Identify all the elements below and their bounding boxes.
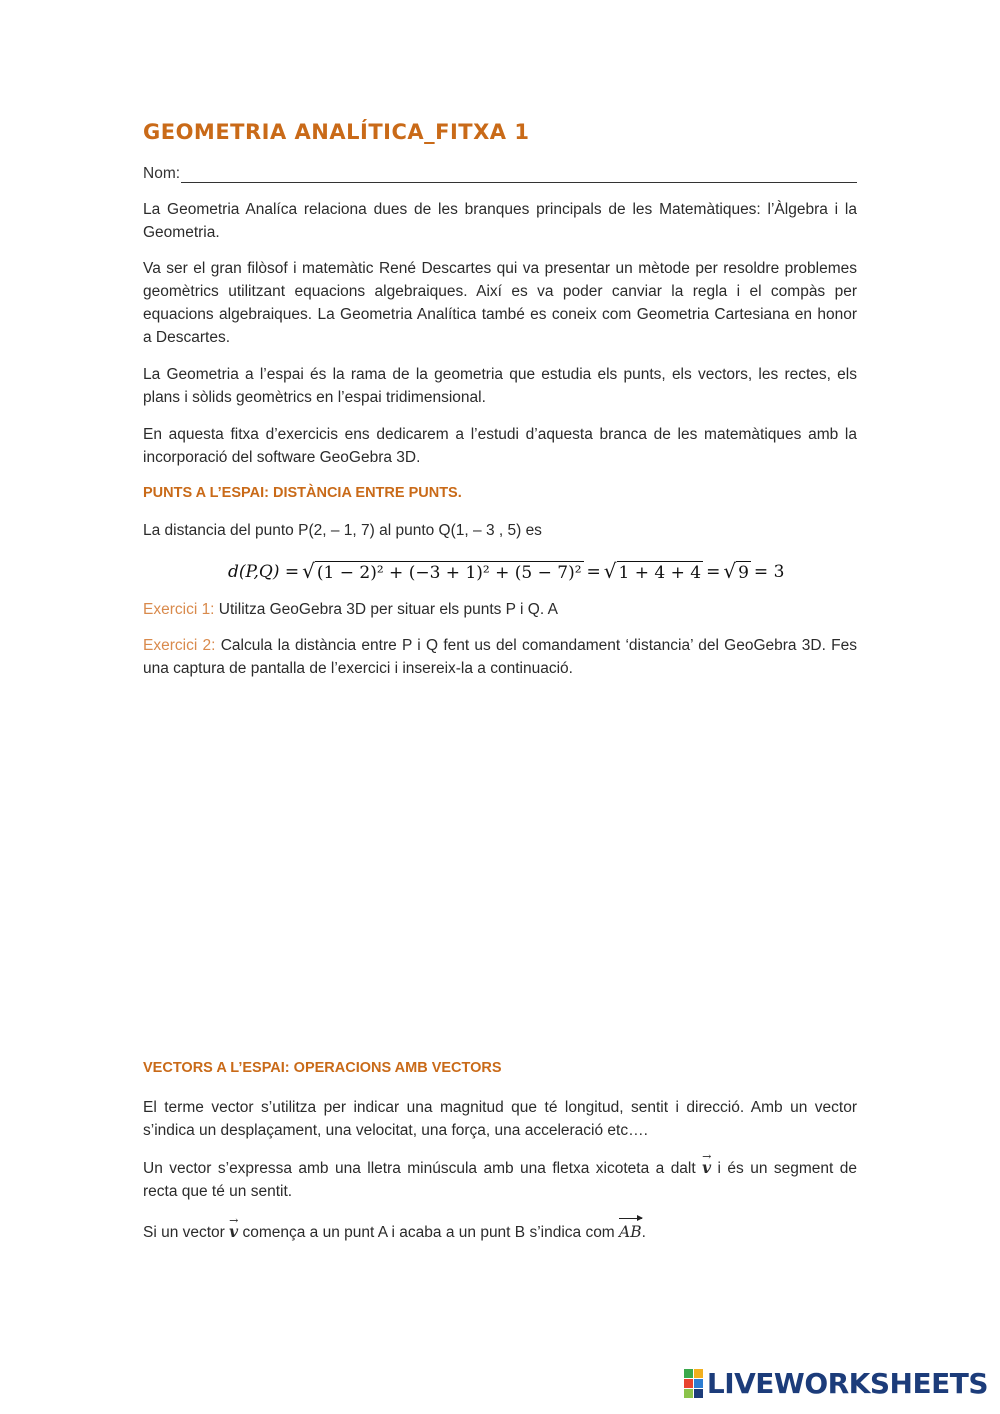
sqrt-1: √ (1 − 2)² + (−3 + 1)² + (5 − 7)² [302, 559, 582, 583]
logo-block [684, 1379, 693, 1388]
liveworksheets-logo-mark [684, 1369, 703, 1398]
vectors-paragraph-3: Si un vector → v comença a un punt A i acaba a un punt B s’indica com AB. [143, 1220, 857, 1244]
liveworksheets-logo [684, 1367, 988, 1400]
intro-paragraph-4: En aquesta fitxa d’exercicis ens dedicarem a l’estudi d’aquesta branca de les matemàtiques amb la incorporació del software GeoGebra 3D. [143, 426, 857, 466]
sqrt-3: √ 9 [723, 559, 749, 583]
worksheet-title: GEOMETRIA ANALÍTICA_FITXA 1 [143, 120, 530, 144]
logo-block [684, 1389, 693, 1398]
name-input-line[interactable] [181, 166, 857, 183]
distance-formula [228, 557, 784, 587]
exercise-2 [143, 634, 857, 680]
vector-ab-symbol: AB [619, 1221, 642, 1244]
distance-example: La distancia del punto P(2, – 1, 7) al punto Q(1, – 3 , 5) es [143, 522, 542, 539]
intro-paragraph-2: Va ser el gran filòsof i matemàtic René Descartes qui va presentar un mètode per resoldre problemes geomètrics utilitzant equacions algebraiques. Així es va poder canviar la regla i el compàs per equacions algebraiques. La Geometria Analítica també es coneix com Geometria Cartesiana en honor a Descartes. [143, 260, 857, 346]
logo-block [694, 1389, 703, 1398]
logo-block [694, 1379, 703, 1388]
intro-paragraph-1: La Geometria Analíca relaciona dues de les branques principals de les Matemàtiques: l’Àlgebra i la Geometria. [143, 201, 857, 241]
formula-eq-3: = [706, 562, 721, 582]
exercise-1-label: Exercici 1: [143, 601, 215, 618]
name-field [143, 161, 857, 183]
vector-v-symbol: → v [702, 1156, 711, 1179]
exercise-2-label: Exercici 2: [143, 637, 216, 654]
name-label: Nom: [143, 165, 181, 182]
formula-result: = 3 [753, 562, 785, 582]
exercise-1 [143, 598, 857, 621]
exercise-2-text: Calcula la distància entre P i Q fent us del comandament ‘distancia’ del GeoGebra 3D. Fes una captura de pantalla de l’exercici i insereix-la a continuació. [143, 637, 858, 677]
section-heading-vectors: VECTORS A L’ESPAI: OPERACIONS AMB VECTORS [143, 1060, 502, 1076]
vectors-paragraph-1: El terme vector s’utilitza per indicar una magnitud que té longitud, sentit i direcció. Amb un vector s’indica un desplaçament, una velocitat, una força, una acceleració etc…. [143, 1099, 857, 1139]
intro-paragraph-3: La Geometria a l’espai és la rama de la geometria que estudia els punts, els vectors, les rectes, els plans i sòlids geomètrics en l’espai tridimensional. [143, 366, 857, 406]
liveworksheets-logo-text: LIVEWORKSHEETS [706, 1367, 988, 1400]
vector-v-symbol-2: → v [229, 1220, 238, 1243]
screenshot-answer-area[interactable] [143, 690, 857, 1040]
vectors-paragraph-2: Un vector s’expressa amb una lletra minúscula amb una fletxa xicoteta a dalt → v i és un segment de recta que té un sentit. [143, 1156, 857, 1203]
exercise-1-text: Utilitza GeoGebra 3D per situar els punts P i Q. A [214, 601, 558, 618]
section-heading-points: PUNTS A L’ESPAI: DISTÀNCIA ENTRE PUNTS. [143, 485, 462, 501]
sqrt-2: √ 1 + 4 + 4 [603, 559, 702, 583]
logo-block [694, 1369, 703, 1378]
formula-eq-2: = [586, 562, 601, 582]
logo-block [684, 1369, 693, 1378]
formula-lhs: d(P,Q) = [228, 562, 300, 582]
